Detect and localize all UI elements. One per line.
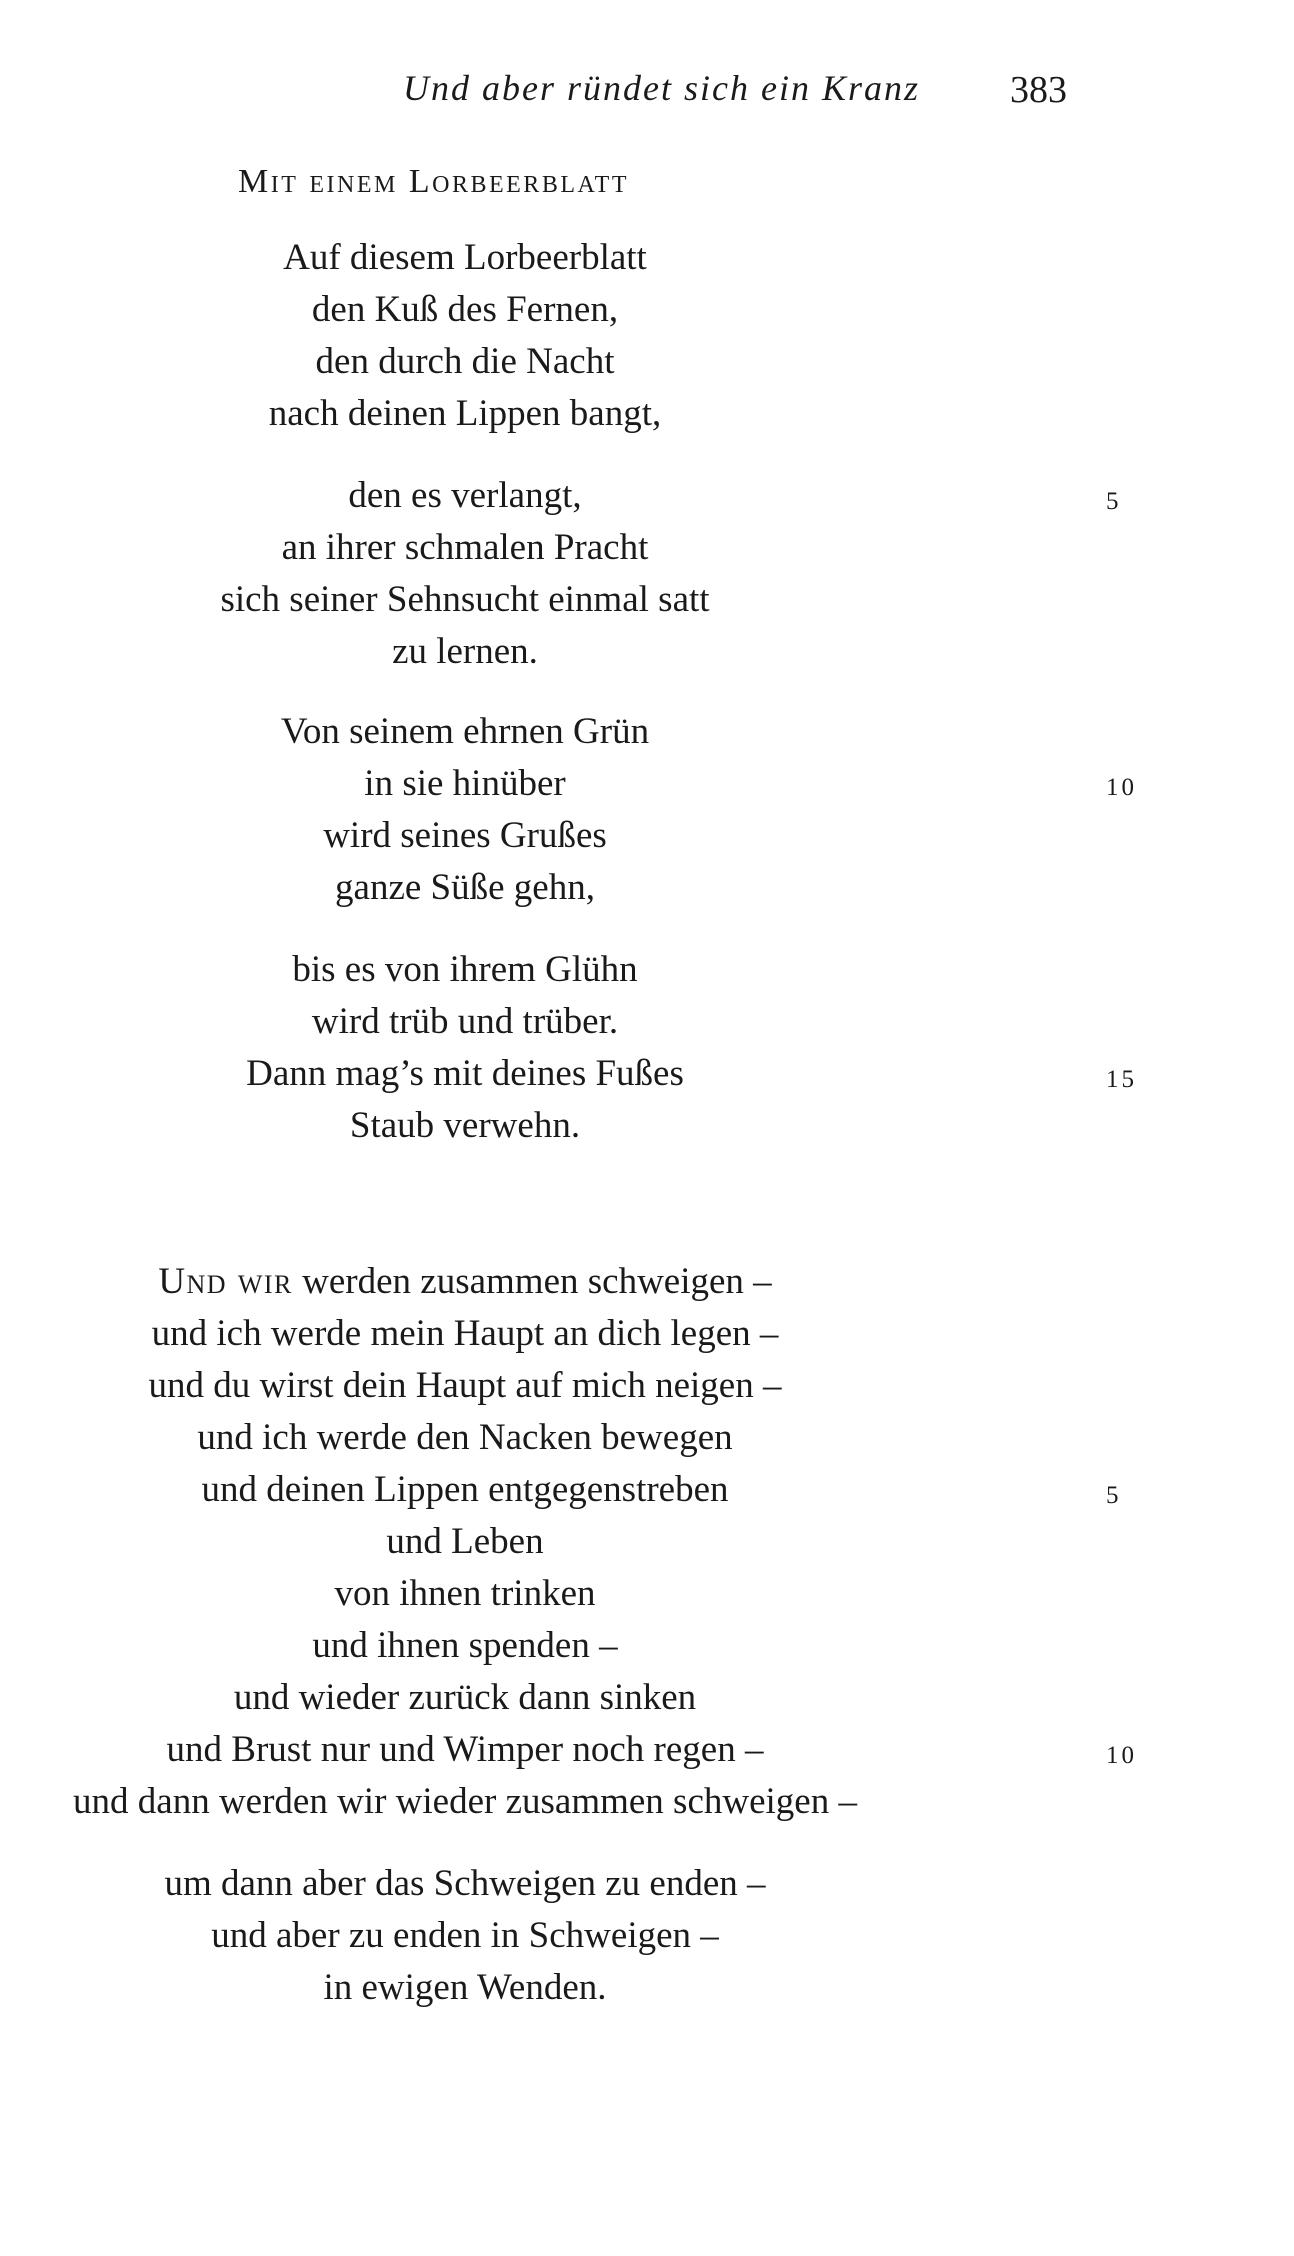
verse-line: Dann mag’s mit deines Fußes: [246, 1053, 684, 1094]
poem-first-words: Und wir: [158, 1261, 293, 1302]
verse-line: den Kuß des Fernen,: [311, 289, 619, 330]
verse-line: und ich werde mein Haupt an dich legen –: [151, 1313, 779, 1354]
line-number: 10: [1106, 1742, 1137, 1769]
verse-line: zu lernen.: [392, 631, 538, 672]
verse-line: von ihnen trinken: [334, 1573, 596, 1614]
line-number: 10: [1106, 774, 1137, 801]
verse-line-rest: werden zusammen schweigen –: [292, 1261, 772, 1302]
verse-line: um dann aber das Schweigen zu enden –: [164, 1863, 766, 1904]
verse-line: und du wirst dein Haupt auf mich neigen –: [148, 1365, 782, 1406]
line-number: 5: [1106, 488, 1122, 515]
verse-line: Auf diesem Lorbeerblatt: [283, 237, 647, 278]
verse-line-first: [0, 1256, 930, 1308]
verse-line: wird trüb und trüber.: [311, 1001, 619, 1042]
verse-line: und wieder zurück dann sinken: [233, 1677, 697, 1718]
poem-title: Mit einem Lorbeerblatt: [238, 163, 629, 200]
verse-line: und ihnen spenden –: [312, 1625, 618, 1666]
verse-line: und Leben: [386, 1521, 544, 1562]
verse-line: Von seinem ehrnen Grün: [280, 711, 650, 752]
verse-line: und aber zu enden in Schweigen –: [211, 1915, 719, 1956]
verse-line: an ihrer schmalen Pracht: [281, 527, 649, 568]
verse-line: den es verlangt,: [348, 475, 582, 516]
verse-line: den durch die Nacht: [315, 341, 615, 382]
verse-line: sich seiner Sehnsucht einmal satt: [220, 579, 710, 620]
verse-line: und ich werde den Nacken bewegen: [197, 1417, 733, 1458]
verse-line: in ewigen Wenden.: [323, 1967, 607, 2008]
page-number: 383: [1010, 69, 1067, 111]
line-number: 5: [1106, 1482, 1122, 1509]
verse-line: in sie hinüber: [364, 763, 566, 804]
verse-line: bis es von ihrem Glühn: [292, 949, 638, 990]
verse-line: nach deinen Lippen bangt,: [268, 393, 662, 434]
verse-line: Staub verwehn.: [349, 1105, 581, 1146]
line-number: 15: [1106, 1066, 1137, 1093]
verse-line: und dann werden wir wieder zusammen schweigen –: [73, 1781, 857, 1822]
verse-line: ganze Süße gehn,: [335, 867, 595, 908]
verse-line: wird seines Grußes: [323, 815, 607, 856]
verse-line: und deinen Lippen entgegenstreben: [201, 1469, 729, 1510]
verse-line: und Brust nur und Wimper noch regen –: [166, 1729, 764, 1770]
running-header-title: Und aber ründet sich ein Kranz: [403, 68, 920, 108]
